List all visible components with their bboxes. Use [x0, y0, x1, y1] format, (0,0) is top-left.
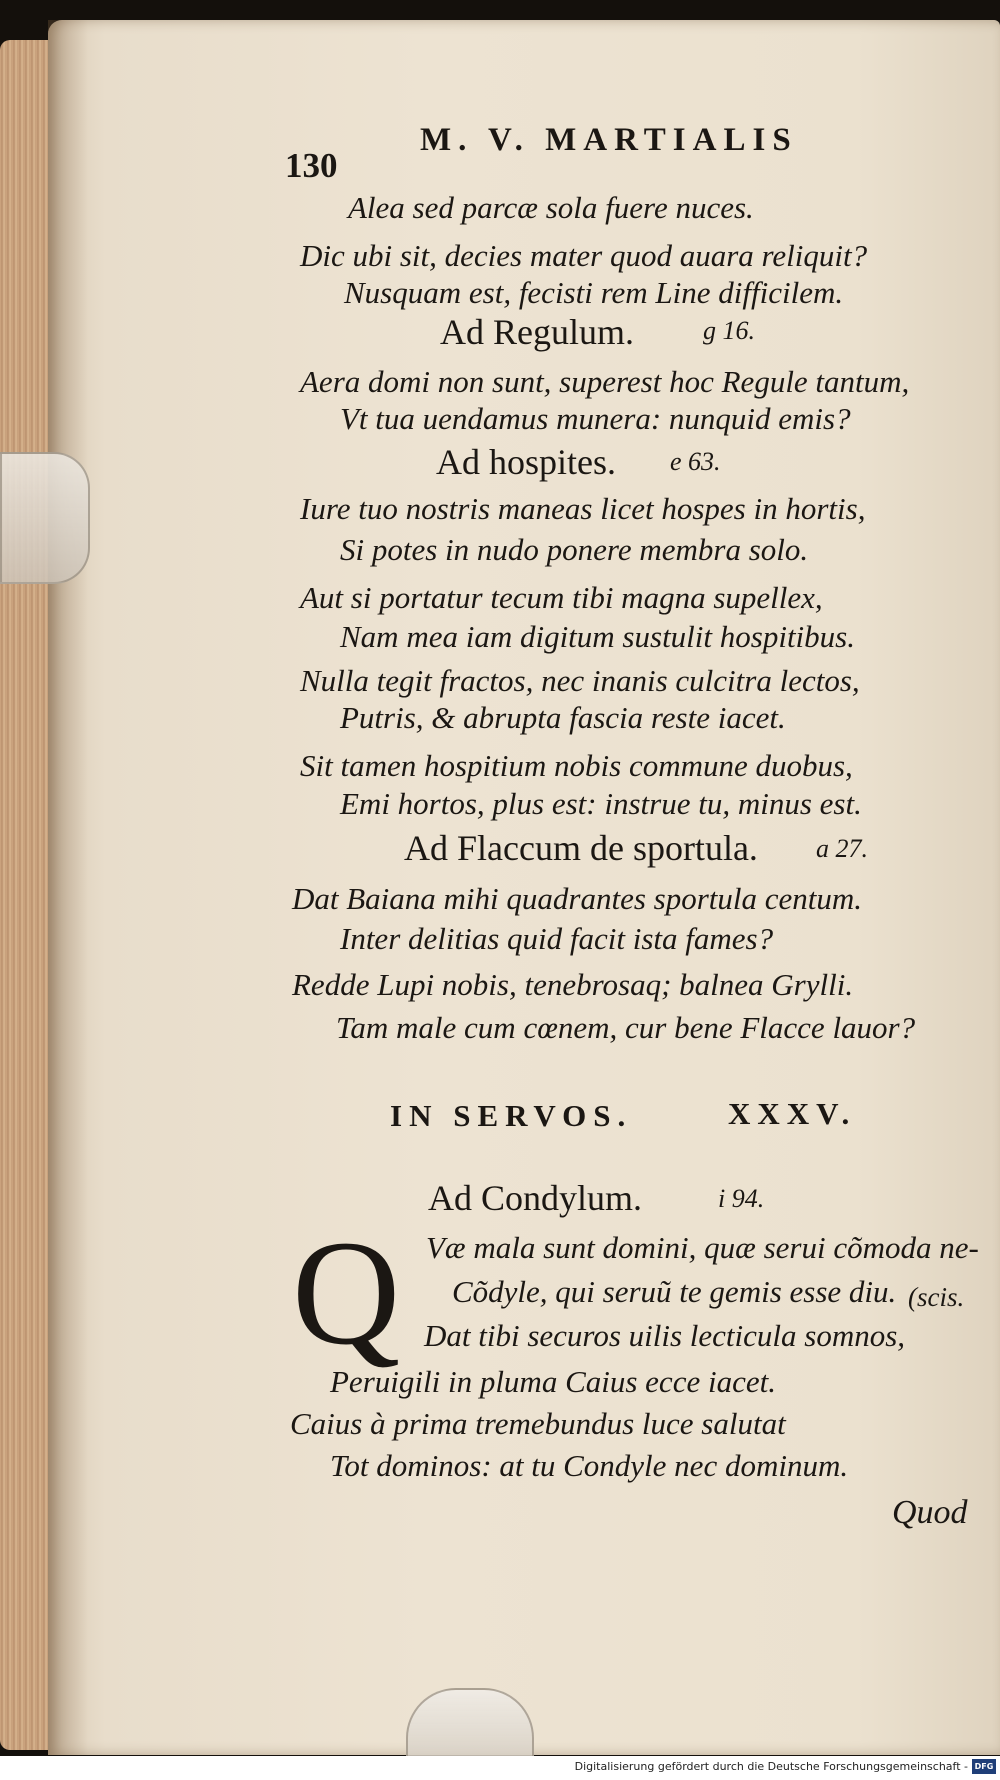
verse-line: Cõdyle, qui seruũ te gemis esse diu.	[452, 1274, 897, 1309]
verse-line: Aut si portatur tecum tibi magna supellex,	[300, 580, 823, 615]
poem-title: Ad hospites.	[436, 442, 616, 482]
verse-line: Alea sed parcæ sola fuere nuces.	[348, 190, 754, 225]
catchword: Quod	[892, 1494, 968, 1531]
verse-line: Tam male cum cœnem, cur bene Flacce lauor?	[336, 1010, 916, 1045]
verse-line: Sit tamen hospitium nobis commune duobus,	[300, 748, 853, 783]
running-title: M. V. MARTIALIS	[420, 122, 798, 158]
poem-title: Ad Flaccum de sportula.	[404, 828, 758, 868]
verse-line: Væ mala sunt domini, quæ serui cõmoda ne-	[426, 1230, 979, 1265]
verse-line: Nulla tegit fractos, nec inanis culcitra lectos,	[300, 663, 860, 698]
margin-continuation: (scis.	[908, 1282, 965, 1312]
drop-capital: Q	[292, 1210, 401, 1376]
verse-line: Putris, & abrupta fascia reste iacet.	[340, 700, 786, 735]
poem-reference: g 16.	[703, 316, 755, 345]
scanner-clip-left	[0, 452, 90, 584]
section-heading: IN SERVOS.	[390, 1098, 633, 1133]
footer-bar	[0, 1756, 1000, 1780]
verse-line: Dat Baiana mihi quadrantes sportula centum.	[292, 881, 863, 916]
verse-line: Si potes in nudo ponere membra solo.	[340, 532, 809, 567]
poem-title: Ad Regulum.	[440, 312, 634, 352]
verse-line: Tot dominos: at tu Condyle nec dominum.	[330, 1448, 849, 1483]
verse-line: Aera domi non sunt, superest hoc Regule tantum,	[300, 364, 910, 399]
poem-reference: e 63.	[670, 447, 721, 476]
poem-title: Ad Condylum.	[428, 1178, 643, 1218]
verse-line: Vt tua uendamus munera: nunquid emis?	[340, 401, 851, 436]
verse-line: Nam mea iam digitum sustulit hospitibus.	[340, 619, 855, 654]
verse-line: Caius à prima tremebundus luce salutat	[290, 1406, 786, 1441]
dfg-logo: DFG	[972, 1759, 996, 1774]
verse-line: Dic ubi sit, decies mater quod auara reliquit?	[300, 238, 868, 273]
poem-reference: a 27.	[816, 834, 868, 863]
verse-line: Nusquam est, fecisti rem Line difficilem.	[344, 275, 844, 310]
section-number: XXXV.	[728, 1096, 857, 1131]
footer-credit: Digitalisierung gefördert durch die Deutsche Forschungsgemeinschaft -	[574, 1760, 968, 1773]
page-number: 130	[285, 146, 338, 185]
verse-line: Inter delitias quid facit ista fames?	[340, 921, 774, 956]
verse-line: Iure tuo nostris maneas licet hospes in hortis,	[300, 491, 866, 526]
gutter-shadow	[48, 20, 88, 1755]
verse-line: Dat tibi securos uilis lecticula somnos,	[424, 1318, 906, 1353]
poem-reference: i 94.	[718, 1184, 765, 1213]
book-page-edges	[0, 40, 55, 1750]
verse-line: Emi hortos, plus est: instrue tu, minus est.	[340, 786, 862, 821]
verse-line: Redde Lupi nobis, tenebrosaq; balnea Grylli.	[292, 967, 854, 1002]
verse-line: Peruigili in pluma Caius ecce iacet.	[330, 1364, 776, 1399]
